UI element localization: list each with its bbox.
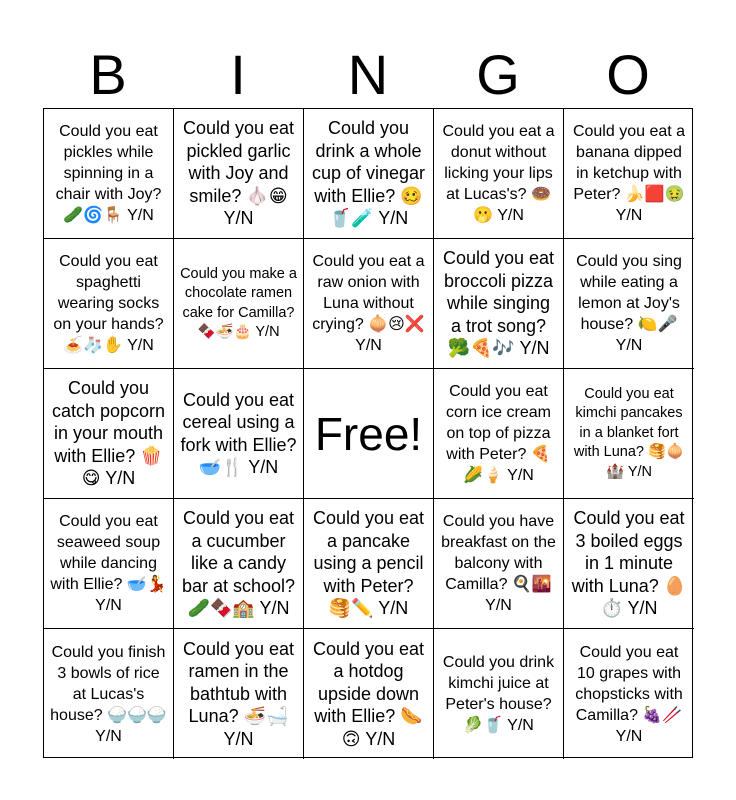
cell-text: Could you catch popcorn in your mouth with Ellie? 🍿😋 Y/N [51,378,166,489]
bingo-cell[interactable] [434,369,564,499]
bingo-cell[interactable] [434,499,564,629]
header-letter-o: O [606,43,650,106]
bingo-cell[interactable] [564,109,694,239]
bingo-cell[interactable] [564,239,694,369]
bingo-grid [43,108,693,758]
cell-text: Could you eat ramen in the bathtub with Luna? 🍜🛁 Y/N [182,638,295,749]
cell-text: Could you have breakfast on the balcony with Camilla? 🍳🌇 Y/N [441,513,556,614]
cell-text: Could you drink kimchi juice at Peter's house? 🥬🥤 Y/N [442,654,555,734]
bingo-cell[interactable] [174,629,304,759]
cell-text: Could you eat a donut without licking your lips at Lucas's? 🍩🫢 Y/N [442,123,555,224]
cell-text: Could you eat corn ice cream on top of pizza with Peter? 🍕🌽🍦 Y/N [446,383,551,484]
bingo-cell[interactable] [44,629,174,759]
header-letter-n: N [347,43,389,106]
cell-text: Could you eat seaweed soup while dancing with Ellie? 🥣💃 Y/N [50,513,167,614]
free-space-cell[interactable] [304,369,434,499]
bingo-cell[interactable] [304,499,434,629]
cell-text: Could you eat kimchi pancakes in a blanket fort with Luna? 🥞🧅🏰 Y/N [573,385,685,480]
bingo-cell[interactable] [564,499,694,629]
bingo-cell[interactable] [304,239,434,369]
cell-text: Could you eat spaghetti wearing socks on your hands? 🍝🧦✋ Y/N [53,253,164,354]
cell-text: Could you eat pickled garlic with Joy and smile? 🧄😁 Y/N [182,118,295,229]
cell-text: Could you drink a whole cup of vinegar with Ellie? 🥴🥤🧪 Y/N [311,118,426,229]
cell-text: Could you eat broccoli pizza while singing a trot song? 🥦🍕🎶 Y/N [442,248,555,359]
bingo-cell[interactable] [434,239,564,369]
cell-text: Could you eat a pancake using a pencil with Peter? 🥞✏️ Y/N [312,508,425,619]
bingo-cell[interactable] [174,369,304,499]
bingo-cell[interactable] [44,499,174,629]
cell-text: Could you eat a cucumber like a candy bar at school? 🥒🍫🏫 Y/N [181,508,296,619]
header-letter-b: B [89,43,127,106]
bingo-cell[interactable] [174,239,304,369]
cell-text: Could you sing while eating a lemon at Joy's house? 🍋🎤 Y/N [576,253,682,354]
bingo-cell[interactable] [174,109,304,239]
bingo-cell[interactable] [434,629,564,759]
header-letter-i: I [230,43,246,106]
cell-text: Could you eat cereal using a fork with Ellie? 🥣🍴 Y/N [180,389,297,477]
bingo-cell[interactable] [304,629,434,759]
cell-text: Could you eat a raw onion with Luna without crying? 🧅😢❌ Y/N [312,253,425,354]
free-space-label: Free! [314,407,423,460]
bingo-cell[interactable] [44,109,174,239]
bingo-cell[interactable] [174,499,304,629]
cell-text: Could you eat 3 boiled eggs in 1 minute with Luna? 🥚⏱️ Y/N [571,508,687,619]
bingo-cell[interactable] [434,109,564,239]
cell-text: Could you eat 10 grapes with chopsticks with Camilla? 🍇🥢 Y/N [575,643,683,745]
bingo-cell[interactable] [564,629,694,759]
bingo-cell[interactable] [44,369,174,499]
cell-text: Could you eat a banana dipped in ketchup with Peter? 🍌🟥🤢 Y/N [572,123,686,224]
cell-text: Could you eat pickles while spinning in a chair with Joy? 🥒🌀🪑 Y/N [55,123,162,224]
bingo-cell[interactable] [44,239,174,369]
cell-text: Could you make a chocolate ramen cake for Camilla? 🍫🍜🎂 Y/N [180,265,297,340]
bingo-cell[interactable] [564,369,694,499]
cell-text: Could you finish 3 bowls of rice at Lucas's house? 🍚🍚🍚 Y/N [50,643,167,745]
cell-text: Could you eat a hotdog upside down with Ellie? 🌭🙃 Y/N [312,638,425,749]
bingo-cell[interactable] [304,109,434,239]
header-letter-g: G [476,43,520,106]
bingo-header [43,42,693,108]
